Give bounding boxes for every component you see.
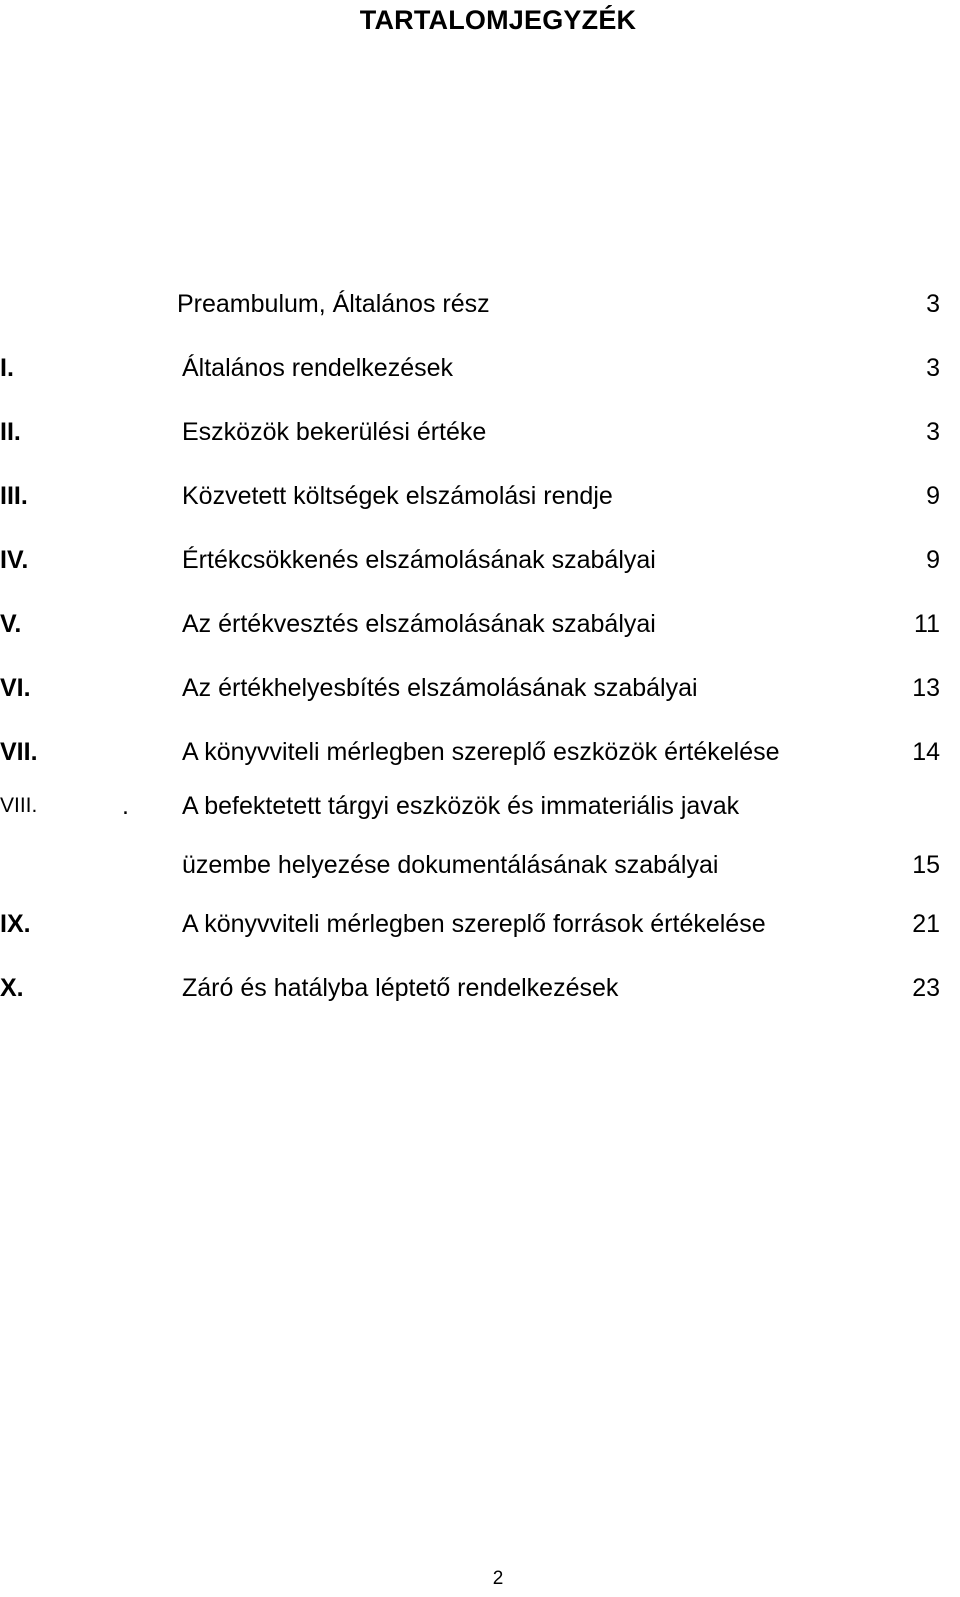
toc-entry-page: 14 xyxy=(912,738,940,766)
toc-entry-continuation[interactable] xyxy=(0,847,960,883)
toc-entry-title: Általános rendelkezések xyxy=(182,354,453,382)
toc-entry-number: VI. xyxy=(0,674,31,702)
toc-entry-number: IV. xyxy=(0,546,29,574)
toc-entry[interactable] xyxy=(0,606,960,642)
toc-entry-marker: . xyxy=(122,792,129,820)
toc-entry-number: V. xyxy=(0,610,22,638)
toc-entry-title: üzembe helyezése dokumentálásának szabályai xyxy=(182,851,719,879)
toc-entry-number: II. xyxy=(0,418,21,446)
toc-entry-page: 21 xyxy=(912,910,940,938)
toc-entry-title: A könyvviteli mérlegben szereplő források értékelése xyxy=(182,910,766,938)
toc-entry[interactable] xyxy=(0,414,960,450)
toc-entry[interactable] xyxy=(0,670,960,706)
toc-entry-page: 9 xyxy=(926,546,940,574)
toc-entry-page: 13 xyxy=(912,674,940,702)
toc-entry-title: A befektetett tárgyi eszközök és immateriális javak xyxy=(182,792,740,820)
toc-entry-number: I. xyxy=(0,354,14,382)
toc-entry[interactable] xyxy=(0,734,960,770)
toc-entry-title: Eszközök bekerülési értéke xyxy=(182,418,487,446)
toc-entry[interactable] xyxy=(0,286,960,322)
document-title: TARTALOMJEGYZÉK xyxy=(359,5,637,35)
toc-entry-title: Preambulum, Általános rész xyxy=(177,290,490,318)
toc-entry[interactable] xyxy=(0,478,960,514)
toc-entry-title: Az értékhelyesbítés elszámolásának szabályai xyxy=(182,674,698,702)
toc-entry-title: Értékcsökkenés elszámolásának szabályai xyxy=(182,546,656,574)
toc-entry-page: 3 xyxy=(926,418,940,446)
toc-entry-title: Záró és hatályba léptető rendelkezések xyxy=(182,974,619,1002)
toc-entry-number: VIII. xyxy=(0,794,38,817)
toc-entry-page: 3 xyxy=(926,354,940,382)
toc-entry[interactable] xyxy=(0,906,960,942)
toc-entry-number: IX. xyxy=(0,910,31,938)
page-number: 2 xyxy=(492,1568,504,1589)
toc-entry-page: 9 xyxy=(926,482,940,510)
toc-entry-page: 3 xyxy=(926,290,940,318)
toc-entry[interactable] xyxy=(0,350,960,386)
toc-entry-number: X. xyxy=(0,974,24,1002)
toc-entry-title: Közvetett költségek elszámolási rendje xyxy=(182,482,613,510)
toc-entry[interactable] xyxy=(0,788,960,824)
toc-entry-page: 11 xyxy=(914,610,940,638)
toc-entry-number: III. xyxy=(0,482,28,510)
toc-entry-number: VII. xyxy=(0,738,38,766)
toc-entry-title: A könyvviteli mérlegben szereplő eszközök értékelése xyxy=(182,738,780,766)
toc-entry[interactable] xyxy=(0,542,960,578)
toc-entry-title: Az értékvesztés elszámolásának szabályai xyxy=(182,610,656,638)
toc-entry[interactable] xyxy=(0,970,960,1006)
toc-entry-page: 15 xyxy=(912,851,940,879)
toc-entry-page: 23 xyxy=(912,974,940,1002)
